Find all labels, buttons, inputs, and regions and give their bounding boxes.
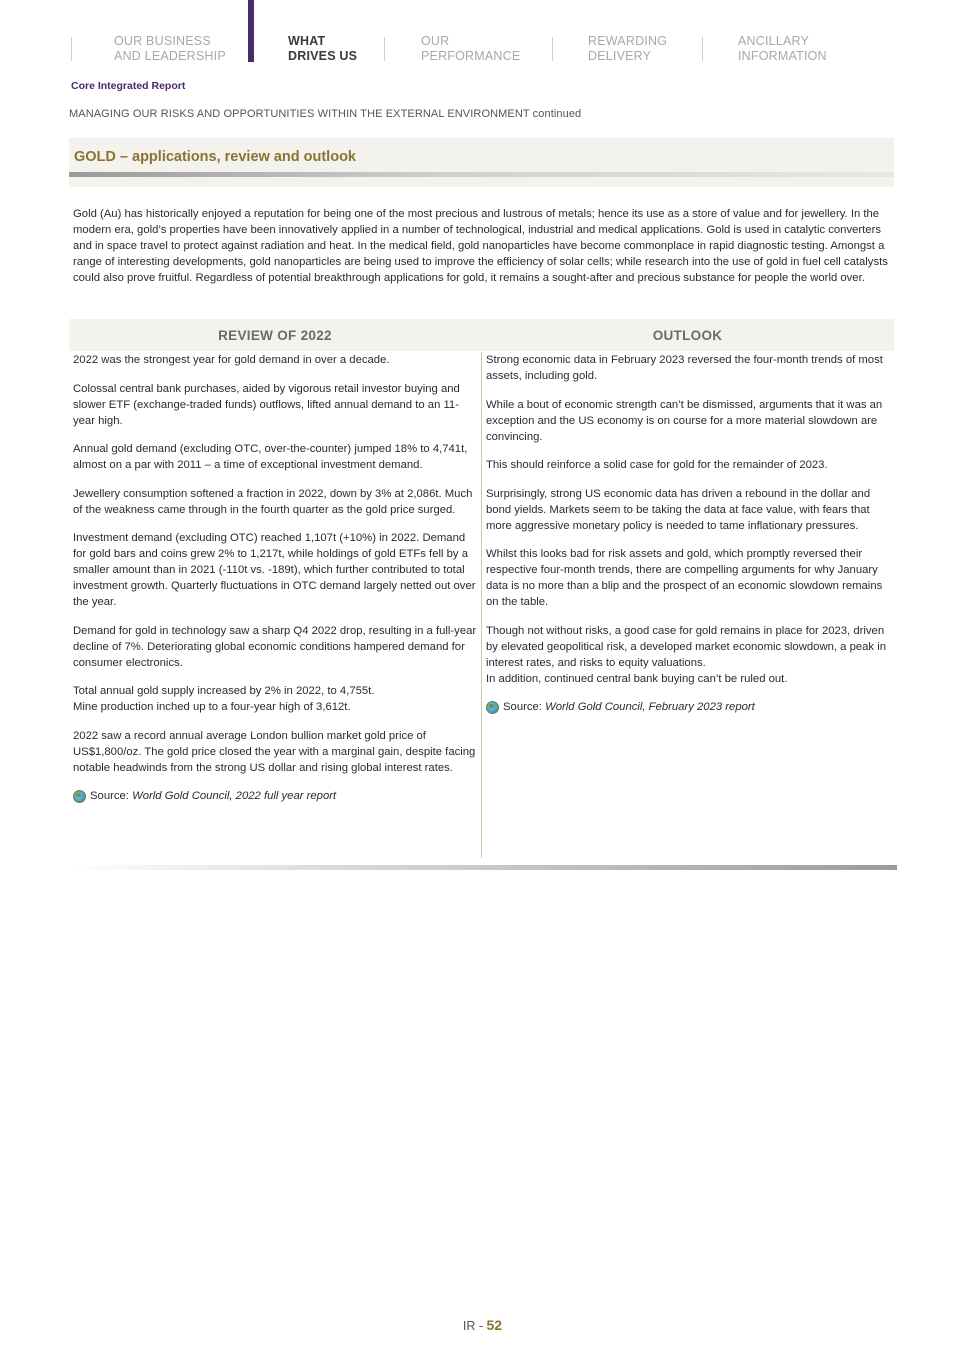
nav-label-line1: OUR bbox=[421, 34, 450, 48]
intro-paragraph: Gold (Au) has historically enjoyed a reputation for being one of the most precious and lustrous of metals; hence its use as a store of value and for jewellery. In the modern era, gold’s properties have been innovatively applied in a number of technological, industrial and medical applications. Gold is used in catalytic converters and in space travel to protect against radiation and heat. In the medical field, gold nanoparticles have become commonplace in rapid diagnostic testing. Amongst a range of interesting developments, gold nanoparticles are being used to improve the efficiency of solar cells; while research into the use of gold in fuel cell catalysts could also prove fruitful. Regardless of potential breakthrough applications for gold, it remains a sought-after and precious substance for people the world over. bbox=[73, 208, 888, 284]
nav-label-line2: DELIVERY bbox=[588, 49, 652, 63]
nav-item-rewarding-delivery[interactable] bbox=[588, 34, 667, 64]
banner-underlay bbox=[69, 177, 894, 187]
outlook-paragraph: While a bout of economic strength can’t be dismissed, arguments that it was an exception and the US economy is on course for a more material slowdown are convincing. bbox=[486, 398, 883, 443]
outlook-closing-line: In addition, continued central bank buying can’t be ruled out. bbox=[486, 672, 788, 685]
nav-item-our-business[interactable] bbox=[114, 34, 226, 64]
nav-item-ancillary-information[interactable] bbox=[738, 34, 827, 64]
section-subtitle bbox=[69, 108, 581, 120]
outlook-paragraph: This should reinforce a solid case for gold for the remainder of 2023. bbox=[486, 459, 828, 471]
outlook-paragraph: Surprisingly, strong US economic data has driven a rebound in the dollar and bond yields. Markets seem to be taking the data at face value, with fears that more aggressive monetary policy is needed to tame inflationary pressures. bbox=[486, 487, 871, 532]
page-number: 52 bbox=[486, 1317, 503, 1333]
section-banner bbox=[69, 138, 894, 172]
review-supply-line: Total annual gold supply increased by 2% in 2022, to 4,755t. bbox=[73, 685, 375, 697]
nav-active-indicator bbox=[248, 0, 254, 62]
top-navigation bbox=[0, 0, 965, 70]
outlook-source bbox=[486, 699, 894, 715]
outlook-paragraph: Whilst this looks bad for risk assets and gold, which promptly reversed their respective four-month trends, there are compelling arguments for why January data is no more than a blip and the prospect of an economic slowdown remains on the table. bbox=[486, 548, 883, 608]
page-footer bbox=[0, 1317, 965, 1333]
outlook-closing-line: Though not without risks, a good case for gold remains in place for 2023, driven by elevated geopolitical risk, a developed market economic slowdown, a peak in interest rates, and risks to equity valuations. bbox=[486, 624, 887, 669]
nav-label-line2: PERFORMANCE bbox=[421, 49, 521, 63]
source-reference: World Gold Council, 2022 full year report bbox=[132, 790, 337, 802]
outlook-paragraph: Strong economic data in February 2023 reversed the four-month trends of most assets, including gold. bbox=[486, 354, 883, 382]
nav-label-line1: ANCILLARY bbox=[738, 34, 810, 48]
review-supply-paragraph bbox=[73, 683, 477, 715]
nav-divider bbox=[384, 37, 385, 61]
outlook-heading: OUTLOOK bbox=[481, 319, 894, 351]
review-source bbox=[73, 788, 477, 804]
nav-label-line1: OUR BUSINESS bbox=[114, 34, 211, 48]
review-paragraph: Colossal central bank purchases, aided by vigorous retail investor buying and slower ETF (exchange-traded funds) outflows, lifted annual demand to an 11-year high. bbox=[73, 382, 460, 427]
source-label: Source: bbox=[503, 701, 542, 713]
outlook-source-text bbox=[503, 699, 755, 715]
nav-label-line1: REWARDING bbox=[588, 34, 668, 48]
report-label: Core Integrated Report bbox=[71, 80, 186, 92]
page-prefix: IR - bbox=[462, 1319, 484, 1333]
section-bottom-divider bbox=[69, 865, 897, 870]
nav-divider bbox=[702, 37, 703, 61]
globe-icon bbox=[73, 790, 86, 803]
nav-divider bbox=[552, 37, 553, 61]
nav-item-what-drives-us[interactable] bbox=[288, 34, 357, 64]
review-paragraph: 2022 was the strongest year for gold demand in over a decade. bbox=[73, 354, 390, 366]
review-source-text bbox=[90, 788, 336, 804]
review-paragraph: Demand for gold in technology saw a sharp Q4 2022 drop, resulting in a full-year decline of 7%. Deteriorating global economic conditions hampered demand for consumer electronics. bbox=[73, 624, 477, 669]
nav-label-line2: AND LEADERSHIP bbox=[114, 49, 226, 63]
review-paragraph: Investment demand (excluding OTC) reached 1,107t (+10%) in 2022. Demand for gold bars and coins grew 2% to 1,217t, while holdings of gold ETFs fell by a smaller amount than in 2021 (-110t vs. -189t), which further contributed to total investment growth. Quarterly fluctuations in OTC demand largely netted out over the year. bbox=[73, 532, 476, 608]
nav-label-line2: INFORMATION bbox=[738, 49, 827, 63]
nav-label-line1: WHAT bbox=[288, 34, 326, 48]
nav-label-line2: DRIVES US bbox=[288, 49, 358, 63]
outlook-closing-paragraph bbox=[486, 623, 894, 687]
review-column bbox=[73, 352, 482, 858]
review-price-paragraph: 2022 saw a record annual average London bullion market gold price of US$1,800/oz. The gold price closed the year with a marginal gain, despite facing notable headwinds from the strong US dollar and rising global interest rates. bbox=[73, 729, 476, 774]
banner-title: GOLD – applications, review and outlook bbox=[74, 149, 356, 165]
review-paragraph: Jewellery consumption softened a fraction in 2022, down by 3% at 2,086t. Much of the weakness came through in the fourth quarter as the gold price surged. bbox=[73, 487, 473, 516]
source-label: Source: bbox=[90, 790, 129, 802]
outlook-column bbox=[486, 352, 894, 715]
section-subtitle-text: MANAGING OUR RISKS AND OPPORTUNITIES WITHIN THE EXTERNAL ENVIRONMENT bbox=[69, 108, 530, 120]
review-paragraph: Annual gold demand (excluding OTC, over-the-counter) jumped 18% to 4,741t, almost on a par with 2011 – a time of exceptional investment demand. bbox=[73, 443, 468, 471]
globe-icon bbox=[486, 701, 499, 714]
section-subtitle-suffix: continued bbox=[532, 108, 582, 120]
review-heading: REVIEW OF 2022 bbox=[69, 319, 481, 351]
source-reference: World Gold Council, February 2023 report bbox=[545, 701, 755, 713]
review-supply-line: Mine production inched up to a four-year high of 3,612t. bbox=[73, 701, 351, 713]
nav-divider bbox=[71, 37, 72, 61]
nav-item-our-performance[interactable] bbox=[421, 34, 520, 64]
